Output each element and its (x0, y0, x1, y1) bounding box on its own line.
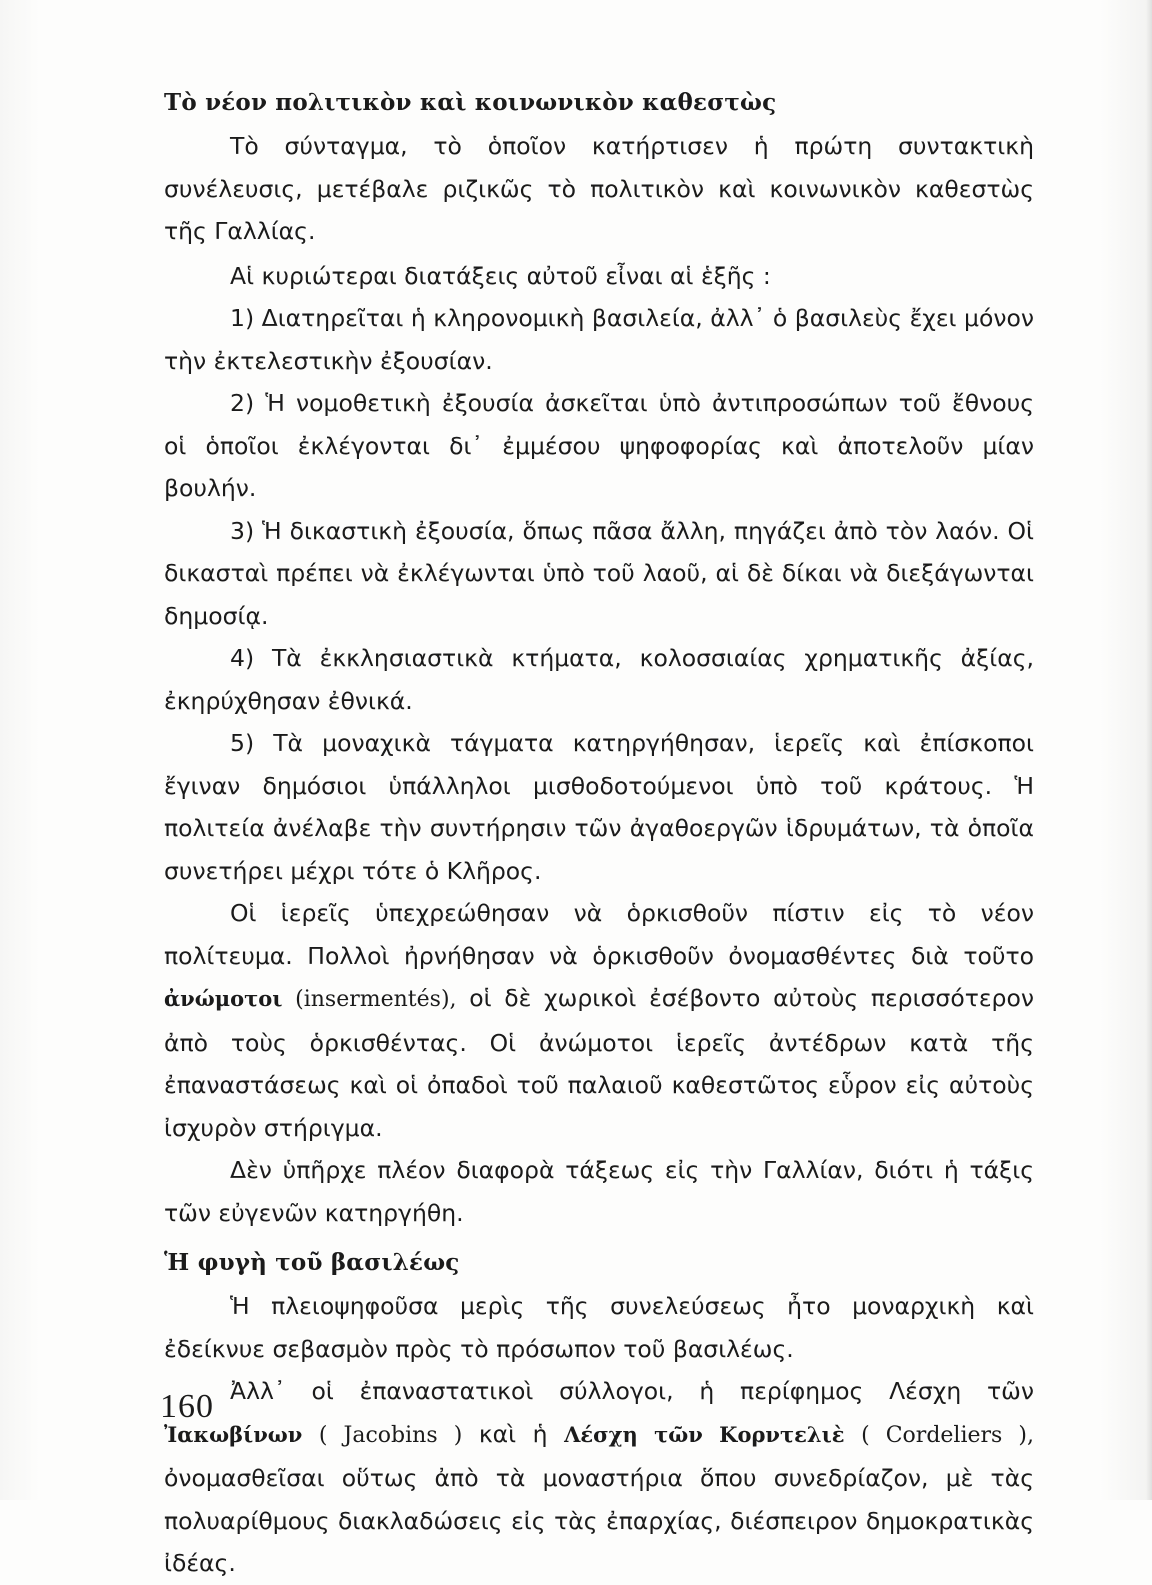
page-text-block (164, 80, 1034, 1585)
paragraph-class-abolition: Δὲν ὑπῆρχε πλέον διαφορὰ τάξεως εἰς τὴν Γαλλίαν, διότι ἡ τάξις τῶν εὐγενῶν κατηργήθη. (164, 1156, 1034, 1227)
clubs-text-start: Ἀλλ᾽ οἱ ἐπαναστατικοὶ σύλλογοι, ἡ περίφημος Λέσχη τῶν (230, 1377, 1034, 1405)
clubs-text-and: καὶ ἡ (478, 1419, 548, 1448)
priests-oath-text-end: οἱ δὲ χωρικοὶ ἐσέβοντο αὐτοὺς περισσότερον ἀπὸ τοὺς ὁρκισθέντας. Οἱ ἀνώμοτοι ἱερεῖς ἀντέδρων κατὰ τῆς ἐπαναστάσεως καὶ οἱ ὀπαδοὶ τοῦ παλαιοῦ καθεστῶτος εὗρον εἰς αὐτοὺς ἰσχυρὸν στήριγμα. (164, 984, 1034, 1142)
provision-item-3: 3) Ἡ δικαστικὴ ἐξουσία, ὅπως πᾶσα ἄλλη, πηγάζει ἀπὸ τὸν λαόν. Οἱ δικασταὶ πρέπει νὰ ἐκλέγωνται ὑπὸ τοῦ λαοῦ, αἱ δὲ δίκαι νὰ διεξάγωνται δημοσίᾳ. (164, 516, 1034, 630)
paragraph-revolutionary-clubs (164, 1370, 1034, 1585)
provision-item-4: 4) Τὰ ἐκκλησιαστικὰ κτήματα, κολοσσιαίας χρηματικῆς ἀξίας, ἐκηρύχθησαν ἐθνικά. (164, 644, 1034, 715)
term-cordeliers-latin: ( Cordeliers ), (861, 1422, 1034, 1448)
paragraph-priests-oath (164, 892, 1034, 1149)
provision-item-5: 5) Τὰ μοναχικὰ τάγματα κατηργήθησαν, ἱερεῖς καὶ ἐπίσκοποι ἔγιναν δημόσιοι ὑπάλληλοι μισθοδοτούμενοι ὑπὸ τοῦ κράτους. Ἡ πολιτεία ἀνέλαβε τὴν συντήρησιν τῶν ἀγαθοεργῶν ἱδρυμάτων, τὰ ὁποῖα συνετήρει μέχρι τότε ὁ Κλῆρος. (164, 729, 1034, 885)
section-heading-new-regime: Τὸ νέον πολιτικὸν καὶ κοινωνικὸν καθεστὼς (164, 89, 777, 116)
provision-item-1: 1) Διατηρεῖται ἡ κληρονομικὴ βασιλεία, ἀλλ᾽ ὁ βασιλεὺς ἔχει μόνον τὴν ἐκτελεστικὴν ἐξουσίαν. (164, 304, 1034, 375)
paragraph-monarchist-majority: Ἡ πλειοψηφοῦσα μερὶς τῆς συνελεύσεως ἦτο μοναρχικὴ καὶ ἐδείκνυε σεβασμὸν πρὸς τὸ πρόσωπον τοῦ βασιλέως. (164, 1292, 1034, 1363)
term-insermentes: (insermentés), (295, 987, 457, 1012)
priests-oath-text-start: Οἱ ἱερεῖς ὑπεχρεώθησαν νὰ ὁρκισθοῦν πίστιν εἰς τὸ νέον πολίτευμα. Πολλοὶ ἠρνήθησαν νὰ ὁρκισθοῦν ὀνομασθέντες διὰ τοῦτο (164, 899, 1034, 970)
paragraph-provisions-intro: Αἱ κυριώτεραι διατάξεις αὐτοῦ εἶναι αἱ ἑξῆς : (230, 261, 771, 290)
provision-item-2: 2) Ἡ νομοθετικὴ ἐξουσία ἀσκεῖται ὑπὸ ἀντιπροσώπων τοῦ ἔθνους οἱ ὁποῖοι ἐκλέγονται δι᾽ ἐμμέσου ψηφοφορίας καὶ ἀποτελοῦν μίαν βουλήν. (164, 389, 1034, 502)
paragraph-constitution: Τὸ σύνταγμα, τὸ ὁποῖον κατήρτισεν ἡ πρώτη συντακτικὴ συνέλευσις, μετέβαλε ριζικῶς τὸ πολιτικὸν καὶ κοινωνικὸν καθεστὼς τῆς Γαλλίας. (164, 132, 1034, 245)
section-heading-kings-flight: Ἡ φυγὴ τοῦ βασιλέως (164, 1249, 460, 1276)
term-jacobins-greek: Ἰακωβίνων (164, 1421, 303, 1447)
term-jacobins-latin: ( Jacobins ) (318, 1422, 463, 1448)
term-anomotoi: ἀνώμοτοι (164, 986, 283, 1011)
clubs-text-end: ὀνομασθεῖσαι οὕτως ἀπὸ τὰ μοναστήρια ὅπου συνεδρίαζον, μὲ τὰς πολυαρίθμους διακλαδώσεις εἰς τὰς ἐπαρχίας, διέσπειρον δημοκρατικὰς ἰδέας. (164, 1464, 1034, 1577)
page-number: 160 (160, 1388, 214, 1425)
term-cordeliers-greek: Λέσχη τῶν Κορντελιὲ (564, 1421, 845, 1447)
page-edge-shadow (1146, 0, 1152, 1500)
